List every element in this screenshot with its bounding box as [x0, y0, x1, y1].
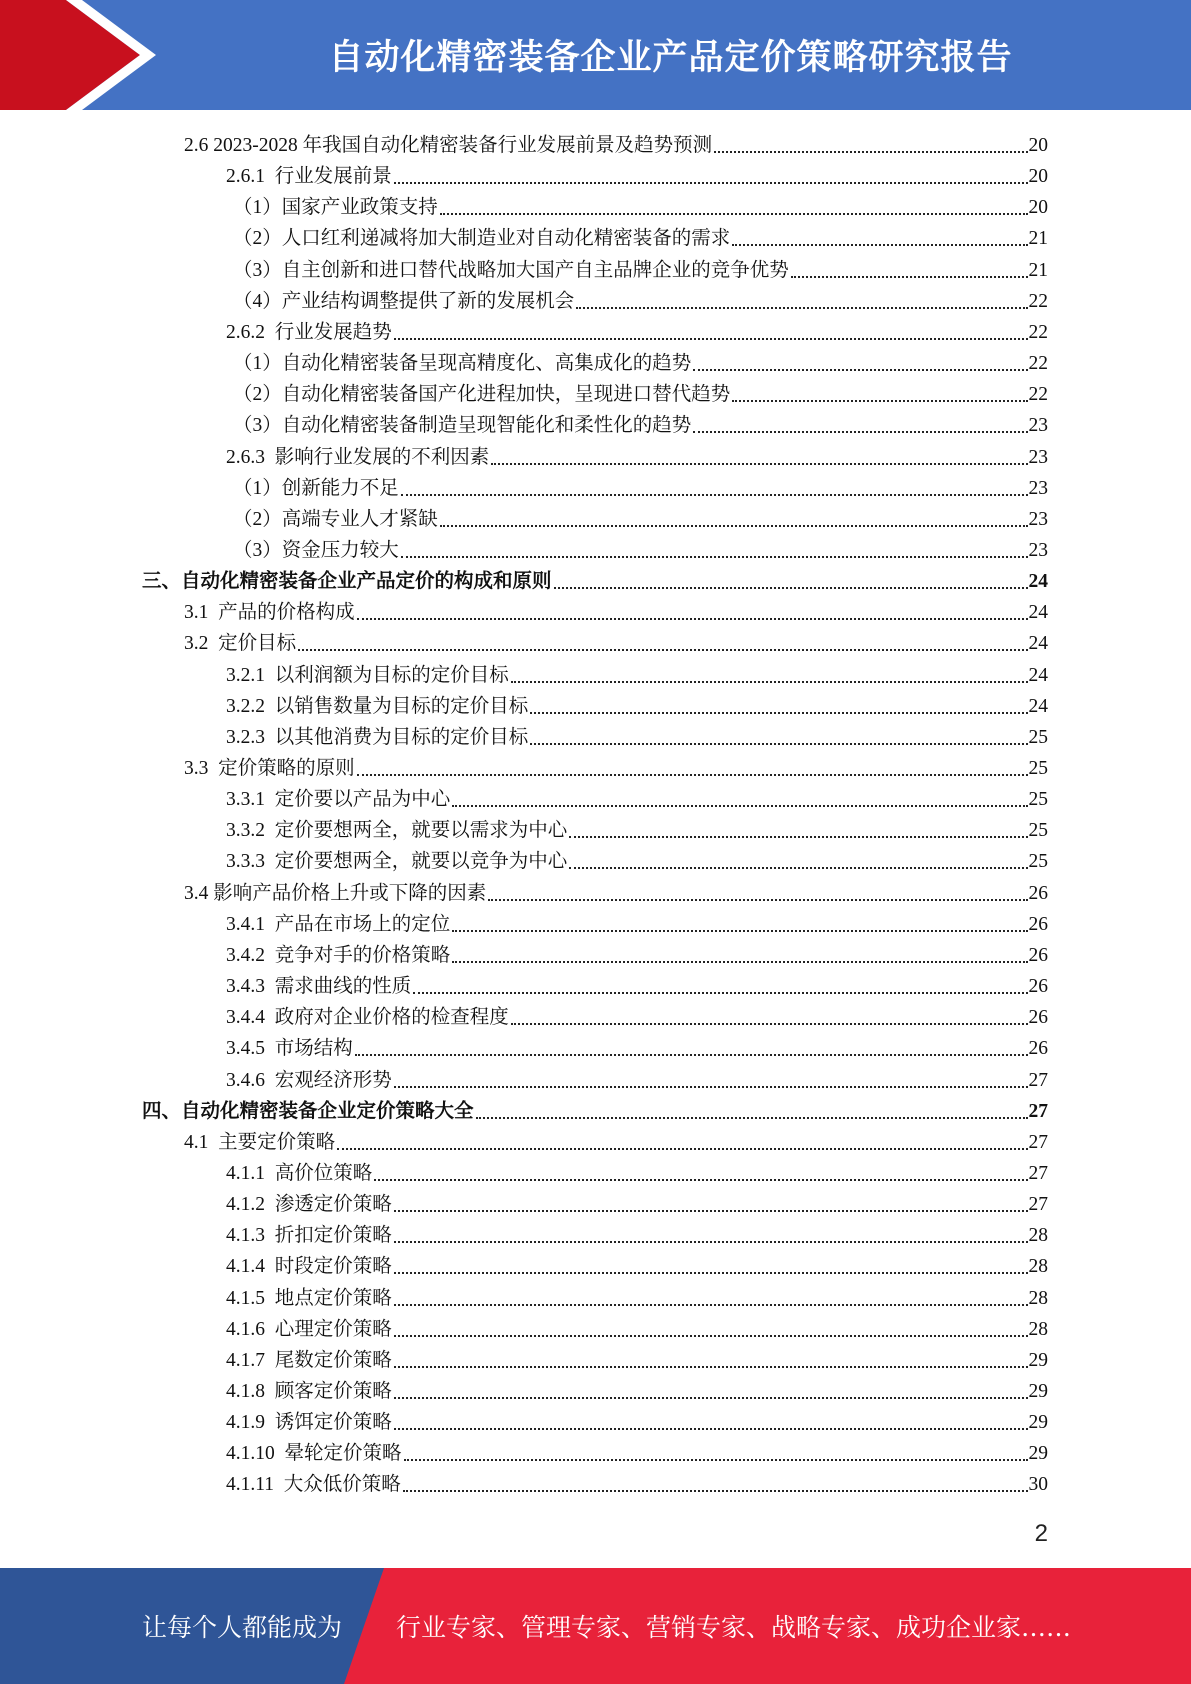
toc-entry-label: 3.2 定价目标	[184, 633, 297, 655]
toc-entry[interactable]	[226, 1030, 1048, 1061]
toc-entry-label: （1）国家产业政策支持	[233, 197, 438, 219]
toc-dot-leader	[394, 1086, 1028, 1088]
toc-entry-page: 22	[1028, 321, 1048, 343]
toc-entry[interactable]	[226, 1342, 1048, 1373]
toc-entry[interactable]	[233, 501, 1048, 532]
toc-entry[interactable]	[226, 781, 1048, 812]
toc-dot-leader	[401, 556, 1028, 558]
toc-entry-label: 3.3 定价策略的原则	[184, 758, 355, 779]
toc-dot-leader	[476, 1117, 1028, 1119]
toc-entry[interactable]	[226, 688, 1048, 719]
toc-entry-page: 20	[1028, 166, 1048, 188]
toc-entry-label: 4.1.2 渗透定价策略	[226, 1194, 392, 1216]
toc-entry-page: 27	[1028, 1069, 1048, 1091]
toc-entry-page: 22	[1028, 290, 1048, 312]
toc-dot-leader	[714, 151, 1027, 153]
toc-entry-page: 20	[1028, 197, 1048, 219]
toc-dot-leader	[413, 992, 1027, 994]
toc-entry[interactable]	[226, 657, 1048, 688]
document-title: 自动化精密装备企业产品定价策略研究报告	[328, 38, 1013, 78]
toc-entry-page: 28	[1028, 1287, 1048, 1309]
toc-dot-leader	[337, 1148, 1027, 1150]
toc-entry-label: 3.3.2 定价要想两全，就要以需求为中心	[226, 820, 568, 842]
toc-entry-page: 22	[1028, 384, 1048, 406]
toc-entry-page: 25	[1028, 758, 1048, 779]
toc-entry[interactable]	[226, 1217, 1048, 1248]
toc-entry-label: 4.1.4 时段定价策略	[226, 1256, 392, 1278]
toc-entry-page: 25	[1028, 726, 1048, 748]
toc-entry-label: （2）高端专业人才紧缺	[233, 508, 438, 530]
toc-dot-leader	[511, 681, 1028, 683]
header-arrow-decoration	[0, 0, 170, 110]
toc-entry-label: 3.4.5 市场结构	[226, 1038, 353, 1060]
toc-entry-label: 3.4.2 竞争对手的价格策略	[226, 944, 451, 966]
toc-entry-page: 27	[1028, 1131, 1048, 1153]
toc-entry[interactable]	[226, 719, 1048, 750]
toc-dot-leader	[403, 1490, 1028, 1492]
toc-dot-leader	[511, 1023, 1028, 1025]
toc-entry-label: 3.4.1 产品在市场上的定位	[226, 913, 451, 935]
toc-entry[interactable]	[226, 937, 1048, 968]
toc-entry[interactable]	[233, 407, 1048, 438]
toc-dot-leader	[576, 307, 1027, 309]
toc-entry-label: 3.2.1 以利润额为目标的定价目标	[226, 664, 509, 686]
toc-entry[interactable]	[184, 875, 1048, 906]
toc-dot-leader	[693, 369, 1027, 371]
toc-entry-label: 3.4.6 宏观经济形势	[226, 1069, 392, 1091]
toc-entry-page: 24	[1028, 664, 1048, 686]
toc-entry-page: 27	[1028, 1194, 1048, 1216]
toc-dot-leader	[569, 867, 1027, 869]
toc-entry-page: 26	[1028, 913, 1048, 935]
toc-entry-label: 4.1.1 高价位策略	[226, 1162, 373, 1184]
toc-entry-page: 23	[1028, 415, 1048, 437]
toc-entry-label: 3.4 影响产品价格上升或下降的因素	[184, 882, 487, 904]
toc-entry-page: 26	[1028, 1007, 1048, 1029]
toc-dot-leader	[530, 712, 1027, 714]
toc-entry[interactable]	[226, 843, 1048, 874]
toc-entry[interactable]	[233, 532, 1048, 563]
toc-entry[interactable]	[226, 1435, 1048, 1466]
toc-entry[interactable]	[184, 594, 1048, 625]
toc-entry[interactable]	[226, 906, 1048, 937]
toc-entry-page: 27	[1028, 1100, 1048, 1122]
toc-entry-page: 26	[1028, 1038, 1048, 1060]
toc-entry-page: 25	[1028, 789, 1048, 811]
toc-dot-leader	[569, 836, 1027, 838]
toc-dot-leader	[394, 1304, 1028, 1306]
toc-entry-page: 24	[1028, 602, 1048, 624]
toc-entry-label: 4.1.3 折扣定价策略	[226, 1225, 392, 1247]
toc-entry-page: 29	[1028, 1381, 1048, 1402]
toc-entry-label: （1）自动化精密装备呈现高精度化、高集成化的趋势	[233, 353, 692, 375]
toc-entry-page: 26	[1028, 976, 1048, 998]
toc-entry-page: 23	[1028, 477, 1048, 499]
toc-entry-page: 24	[1028, 695, 1048, 717]
toc-dot-leader	[394, 1397, 1028, 1399]
toc-entry-label: 4.1.9 诱饵定价策略	[226, 1412, 392, 1434]
toc-dot-leader	[394, 338, 1028, 340]
toc-entry[interactable]	[233, 345, 1048, 376]
toc-entry-page: 30	[1028, 1474, 1048, 1496]
toc-entry-page: 29	[1028, 1349, 1048, 1371]
toc-dot-leader	[693, 431, 1027, 433]
toc-dot-leader	[404, 1459, 1028, 1461]
toc-dot-leader	[394, 1366, 1028, 1368]
toc-entry[interactable]	[184, 750, 1048, 781]
toc-entry-label: （4）产业结构调整提供了新的发展机会	[233, 290, 575, 312]
toc-dot-leader	[394, 1428, 1028, 1430]
footer-slogan-right: 行业专家、管理专家、营销专家、战略专家、成功企业家……	[396, 1613, 1072, 1642]
toc-dot-leader	[401, 494, 1028, 496]
toc-chapter-entry[interactable]	[142, 1093, 1048, 1124]
toc-entry-page: 24	[1028, 571, 1048, 593]
toc-entry-label: 4.1.5 地点定价策略	[226, 1287, 392, 1309]
toc-dot-leader	[732, 400, 1027, 402]
toc-entry[interactable]	[233, 189, 1048, 220]
toc-dot-leader	[394, 182, 1028, 184]
toc-entry[interactable]	[226, 1155, 1048, 1186]
toc-entry-page: 27	[1028, 1162, 1048, 1184]
toc-entry-page: 25	[1028, 851, 1048, 873]
toc-chapter-entry[interactable]	[142, 563, 1048, 594]
toc-entry-label: （3）自动化精密装备制造呈现智能化和柔性化的趋势	[233, 415, 692, 437]
toc-entry[interactable]	[226, 1373, 1048, 1404]
toc-dot-leader	[357, 774, 1028, 776]
toc-entry[interactable]	[226, 1466, 1048, 1497]
toc-dot-leader	[452, 961, 1027, 963]
toc-dot-leader	[374, 1179, 1027, 1181]
toc-entry-label: 三、自动化精密装备企业产品定价的构成和原则	[142, 571, 552, 593]
toc-entry-label: 4.1.6 心理定价策略	[226, 1318, 392, 1340]
toc-dot-leader	[394, 1210, 1028, 1212]
toc-dot-leader	[394, 1335, 1028, 1337]
toc-dot-leader	[440, 213, 1028, 215]
toc-dot-leader	[440, 525, 1028, 527]
toc-entry-label: 2.6.3 影响行业发展的不利因素	[226, 446, 490, 468]
page-number: 2	[1034, 1520, 1048, 1547]
toc-entry-page: 28	[1028, 1318, 1048, 1340]
footer-slogan-left: 让每个人都能成为	[142, 1613, 343, 1642]
toc-entry-label: 4.1 主要定价策略	[184, 1131, 336, 1153]
toc-entry[interactable]	[233, 283, 1048, 314]
toc-dot-leader	[554, 587, 1028, 589]
toc-entry-label: 4.1.7 尾数定价策略	[226, 1349, 392, 1371]
toc-entry-page: 23	[1028, 539, 1048, 561]
toc-entry-label: （3）资金压力较大	[233, 539, 399, 561]
toc-entry-label: 3.4.4 政府对企业价格的检查程度	[226, 1007, 509, 1029]
toc-entry-page: 29	[1028, 1412, 1048, 1434]
toc-entry[interactable]	[226, 1062, 1048, 1093]
toc-entry[interactable]	[226, 158, 1048, 189]
toc-entry-label: （3）自主创新和进口替代战略加大国产自主品牌企业的竞争优势	[233, 259, 789, 281]
toc-entry-label: （1）创新能力不足	[233, 477, 399, 499]
toc-entry[interactable]	[226, 968, 1048, 999]
page-footer	[0, 1568, 1191, 1684]
toc-entry-label: 3.1 产品的价格构成	[184, 602, 355, 624]
toc-entry[interactable]	[233, 376, 1048, 407]
toc-entry-label: 4.1.10 晕轮定价策略	[226, 1443, 402, 1465]
toc-entry[interactable]	[184, 1124, 1048, 1155]
toc-entry-label: 4.1.8 顾客定价策略	[226, 1381, 392, 1402]
toc-entry[interactable]	[226, 439, 1048, 470]
toc-entry-page: 20	[1028, 135, 1048, 156]
toc-dot-leader	[452, 805, 1027, 807]
toc-entry[interactable]	[184, 625, 1048, 656]
toc-entry[interactable]	[226, 1248, 1048, 1279]
toc-dot-leader	[357, 618, 1028, 620]
toc-entry[interactable]	[226, 1404, 1048, 1435]
toc-entry-page: 23	[1028, 508, 1048, 530]
toc-entry[interactable]	[226, 1280, 1048, 1311]
page-header	[0, 0, 1191, 110]
toc-entry-page: 22	[1028, 353, 1048, 375]
toc-entry-page: 28	[1028, 1225, 1048, 1247]
toc-entry-label: 3.2.3 以其他消费为目标的定价目标	[226, 726, 529, 748]
toc-entry[interactable]	[233, 220, 1048, 251]
toc-entry-page: 24	[1028, 633, 1048, 655]
toc-entry-page: 26	[1028, 944, 1048, 966]
toc-entry[interactable]	[226, 314, 1048, 345]
toc-entry-label: 四、自动化精密装备企业定价策略大全	[142, 1100, 474, 1122]
toc-entry-page: 21	[1028, 228, 1048, 250]
toc-dot-leader	[452, 930, 1027, 932]
toc-entry-label: （2）自动化精密装备国产化进程加快，呈现进口替代趋势	[233, 384, 731, 406]
toc-entry-page: 23	[1028, 446, 1048, 468]
toc-entry[interactable]	[233, 470, 1048, 501]
toc-entry[interactable]	[226, 1311, 1048, 1342]
toc-entry[interactable]	[226, 999, 1048, 1030]
toc-entry-label: 3.3.1 定价要以产品为中心	[226, 789, 451, 811]
toc-entry-label: （2）人口红利递减将加大制造业对自动化精密装备的需求	[233, 228, 731, 250]
toc-entry[interactable]	[233, 252, 1048, 283]
toc-entry-label: 3.4.3 需求曲线的性质	[226, 976, 412, 998]
toc-entry-label: 4.1.11 大众低价策略	[226, 1474, 401, 1496]
toc-entry-label: 2.6.1 行业发展前景	[226, 166, 392, 188]
toc-entry-page: 26	[1028, 882, 1048, 904]
toc-dot-leader	[394, 1241, 1028, 1243]
toc-entry-page: 25	[1028, 820, 1048, 842]
toc-entry[interactable]	[226, 812, 1048, 843]
toc-entry[interactable]	[226, 1186, 1048, 1217]
toc-entry-page: 28	[1028, 1256, 1048, 1278]
toc-entry-label: 2.6.2 行业发展趋势	[226, 321, 392, 343]
toc-dot-leader	[355, 1054, 1028, 1056]
toc-entry-label: 2.6 2023-2028 年我国自动化精密装备行业发展前景及趋势预测	[184, 135, 713, 156]
toc-dot-leader	[488, 899, 1027, 901]
toc-dot-leader	[491, 463, 1027, 465]
toc-entry-label: 3.2.2 以销售数量为目标的定价目标	[226, 695, 529, 717]
toc-entry-page: 21	[1028, 259, 1048, 281]
toc-entry-label: 3.3.3 定价要想两全，就要以竞争为中心	[226, 851, 568, 873]
toc-entry-page: 29	[1028, 1443, 1048, 1465]
toc-entry[interactable]	[184, 127, 1048, 158]
toc-dot-leader	[530, 743, 1027, 745]
toc-dot-leader	[394, 1272, 1028, 1274]
toc-dot-leader	[298, 649, 1027, 651]
toc-dot-leader	[791, 276, 1028, 278]
toc-dot-leader	[732, 244, 1027, 246]
